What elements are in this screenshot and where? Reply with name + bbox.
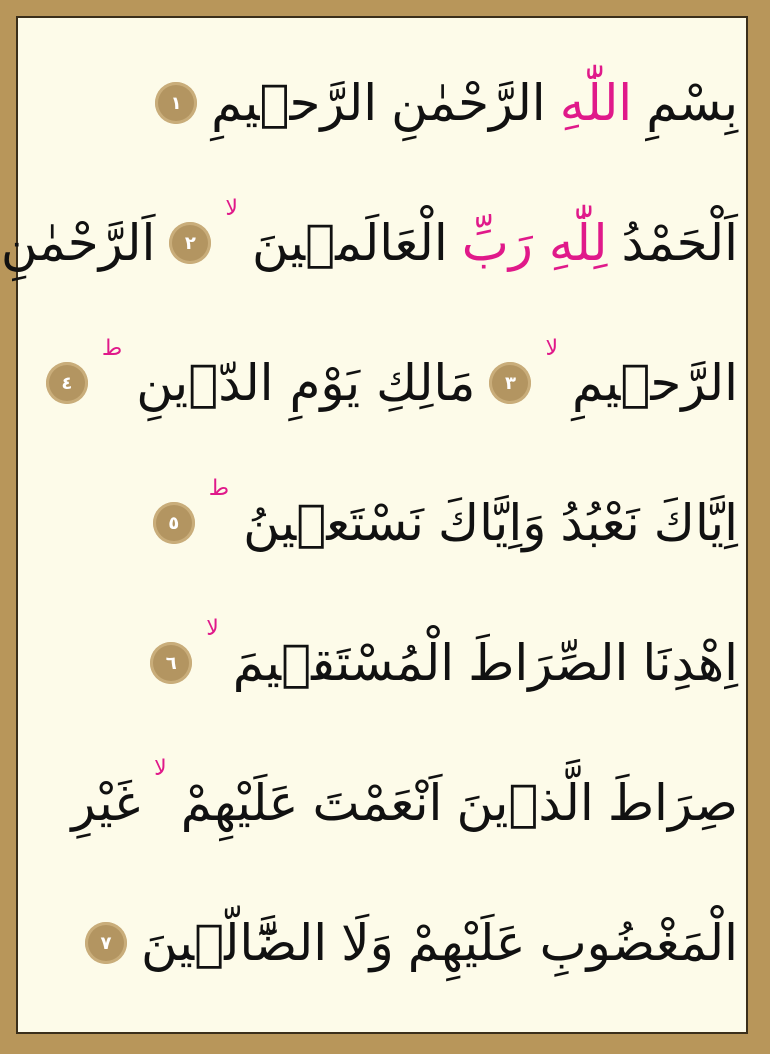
word: بِسْمِ	[646, 74, 738, 132]
word: عَلَيْهِمْ	[180, 774, 299, 832]
ayah-number-medallion: ١	[155, 82, 197, 124]
word: نَسْتَع۪ينُ	[243, 494, 424, 552]
pause-mark: لا	[206, 616, 219, 641]
pause-mark: ط	[208, 476, 230, 501]
verse-line-3	[26, 328, 738, 438]
word-highlight: لِلّٰهِ رَبِّ	[461, 214, 608, 272]
verse-line-2	[0, 188, 738, 298]
verse-line-5	[26, 608, 738, 718]
verse-line-1	[26, 48, 738, 158]
word: مَالِكِ يَوْمِ الدّ۪ينِ	[136, 354, 476, 412]
word: الرَّح۪يمِ	[211, 74, 378, 132]
pause-mark: لا	[225, 196, 238, 221]
word: الرَّحْمٰنِ	[391, 74, 546, 132]
ayah-number-medallion: ٤	[46, 362, 88, 404]
word: الْمَغْضُوبِ	[539, 914, 738, 972]
word: الْمُسْتَق۪يمَ	[232, 634, 455, 692]
word: الْعَالَم۪ينَ	[251, 214, 448, 272]
word: اَلْحَمْدُ	[621, 214, 738, 272]
word: وَاِيَّاكَ	[437, 494, 547, 552]
word: الضَّٓالّ۪ينَ	[140, 914, 328, 972]
pause-mark: ط	[101, 336, 123, 361]
word: الصِّرَاطَ	[468, 634, 629, 692]
word: نَعْبُدُ	[560, 494, 640, 552]
word: اَلرَّحْمٰنِ	[0, 214, 156, 272]
pause-mark: لا	[545, 336, 558, 361]
word: غَيْرِ	[71, 774, 141, 832]
word: اِهْدِنَا	[642, 634, 738, 692]
word: الرَّح۪يمِ	[572, 354, 738, 412]
verse-line-6	[26, 748, 738, 858]
word: اَنْعَمْتَ	[312, 774, 443, 832]
word: صِرَاطَ	[607, 774, 738, 832]
mushaf-page	[0, 16, 748, 1034]
ayah-number-medallion: ٢	[169, 222, 211, 264]
word-highlight: اللّٰهِ	[559, 74, 633, 132]
ayah-number-medallion: ٣	[489, 362, 531, 404]
word: عَلَيْهِمْ	[407, 914, 526, 972]
word: وَلَا	[341, 914, 394, 972]
word: الَّذ۪ينَ	[456, 774, 594, 832]
ayah-number-medallion: ٧	[85, 922, 127, 964]
pause-mark: لا	[154, 756, 167, 781]
verse-line-4	[26, 468, 738, 578]
ayah-number-medallion: ٦	[150, 642, 192, 684]
verse-line-7	[26, 888, 738, 998]
ayah-number-medallion: ٥	[153, 502, 195, 544]
word: اِيَّاكَ	[653, 494, 738, 552]
